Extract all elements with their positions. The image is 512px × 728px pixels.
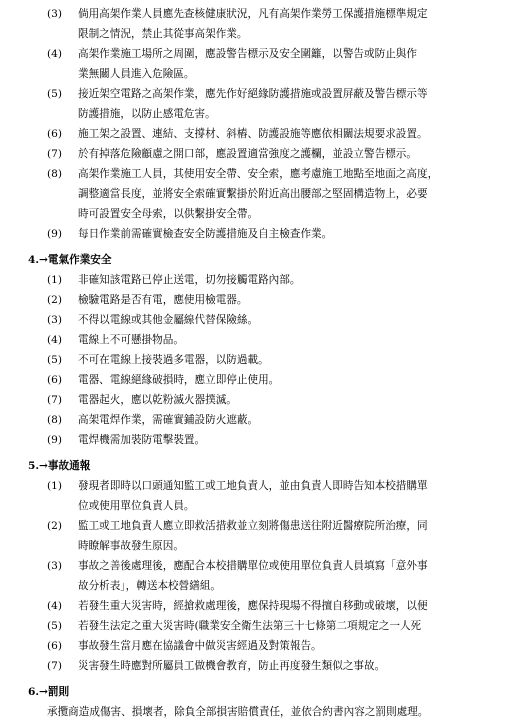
list-item — [47, 44, 477, 84]
list-item — [47, 330, 477, 350]
list-item — [47, 370, 477, 390]
item-text: 故分析表」，轉送本校營繕組。 — [78, 580, 222, 592]
item-text: 不可在電線上接裝過多電器，以防過載。 — [78, 354, 269, 366]
item-text: 若發生重大災害時，經搶救處理後，應保持現場不得擅自移動或破壞，以便 — [78, 600, 428, 612]
item-number: (5) — [47, 620, 63, 632]
item-number: (1) — [47, 480, 63, 492]
item-number: (9) — [47, 228, 63, 240]
item-number: (7) — [47, 394, 63, 406]
item-number: (4) — [47, 48, 63, 60]
item-number: (2) — [47, 520, 63, 532]
list-item — [47, 310, 477, 330]
list-item — [47, 84, 477, 124]
item-text: 檢驗電路是否有電，應使用檢電器。 — [78, 294, 248, 306]
list-item — [47, 410, 477, 430]
item-text: 災害發生時應對所屬員工做機會教育，防止再度發生類似之事故。 — [78, 660, 386, 672]
list-item — [47, 4, 477, 44]
list-item — [47, 144, 477, 164]
item-number: (6) — [47, 640, 63, 652]
item-text: 監工或工地負責人應立即救活措救並立刻將傷患送往附近醫療院所治療，同 — [78, 520, 428, 532]
section-heading: 5.→事故通報 — [28, 460, 91, 472]
item-text: 電器、電線絕緣破損時，應立即停止使用。 — [78, 374, 280, 386]
item-text: 位或使用單位負責人員。 — [78, 500, 195, 512]
list-item — [47, 476, 477, 516]
item-text: 高架電焊作業，需確實鋪設防火遮蔽。 — [78, 414, 259, 426]
section-heading: 6.→罰則 — [28, 686, 70, 698]
item-text: 時瞭解事故發生原因。 — [78, 540, 184, 552]
item-number: (4) — [47, 334, 63, 346]
item-text: 調整適當長度，並將安全索確實繫掛於附近高出腰部之堅固構造物上，必要 — [78, 188, 428, 200]
item-text: 限制之情況，禁止其從事高架作業。 — [78, 28, 248, 40]
list-item — [47, 596, 477, 616]
item-number: (5) — [47, 88, 63, 100]
item-number: (6) — [47, 374, 63, 386]
item-text: 接近架空電路之高架作業，應先作好絕緣防護措施或設置屏蔽及警告標示等 — [78, 88, 428, 100]
item-text: 施工架之設置、連結、支撐材、斜樁、防護設施等應依相關法規要求設置。 — [78, 128, 428, 140]
item-number: (8) — [47, 168, 63, 180]
item-number: (1) — [47, 274, 63, 286]
item-number: (8) — [47, 414, 63, 426]
item-number: (7) — [47, 148, 63, 160]
list-item — [47, 270, 477, 290]
section-text: 承攬商造成傷害、損壞者，除負全部損害賠償責任，並依合約書內容之罰則處理。 — [47, 706, 429, 718]
list-item — [47, 224, 477, 244]
list-item — [47, 556, 477, 596]
item-number: (5) — [47, 354, 63, 366]
item-text: 防護措施，以防止感電危害。 — [78, 108, 216, 120]
item-number: (3) — [47, 314, 63, 326]
list-item — [47, 656, 477, 676]
list-item — [47, 164, 477, 224]
item-text: 電線上不可懸掛物品。 — [78, 334, 184, 346]
item-number: (3) — [47, 8, 63, 20]
list-item — [47, 616, 477, 636]
list-item — [47, 430, 477, 450]
section-heading: 4.→電氣作業安全 — [28, 254, 112, 266]
item-text: 電器起火，應以乾粉滅火器撲滅。 — [78, 394, 237, 406]
list-item — [47, 350, 477, 370]
item-text: 電焊機需加裝防電擊裝置。 — [78, 434, 206, 446]
list-item — [47, 516, 477, 556]
item-text: 高架作業施工場所之周圍，應設警告標示及安全圍籬，以警告或防止與作 — [78, 48, 417, 60]
list-item — [47, 124, 477, 144]
item-number: (9) — [47, 434, 63, 446]
item-text: 非確知該電路已停止送電，切勿接觸電路內部。 — [78, 274, 301, 286]
item-number: (3) — [47, 560, 63, 572]
item-number: (6) — [47, 128, 63, 140]
item-number: (2) — [47, 294, 63, 306]
item-text: 時可設置安全母索，以供繫掛安全帶。 — [78, 208, 259, 220]
item-text: 於有掉落危險顧慮之開口部，應設置適當強度之護欄，並設立警告標示。 — [78, 148, 417, 160]
list-item — [47, 390, 477, 410]
item-text: 每日作業前需確實檢查安全防護措施及自主檢查作業。 — [78, 228, 333, 240]
item-number: (7) — [47, 660, 63, 672]
item-text: 倘用高架作業人員應先查核健康狀況，凡有高架作業勞工保護措施標準規定 — [78, 8, 428, 20]
item-number: (4) — [47, 600, 63, 612]
item-text: 高架作業施工人員，其使用安全帶、安全索，應考慮施工地點至地面之高度， — [78, 168, 439, 180]
item-text: 發現者即時以口頭通知監工或工地負責人，並由負責人即時告知本校措購單 — [78, 480, 428, 492]
list-item — [47, 636, 477, 656]
item-text: 業無關人員進入危險區。 — [78, 68, 195, 80]
item-text: 事故發生當月應在協議會中做災害經過及對策報告。 — [78, 640, 322, 652]
item-text: 事故之善後處理後，應配合本校措購單位或使用單位負責人員填寫「意外事 — [78, 560, 428, 572]
item-text: 若發生法定之重大災害時(職業安全衛生法第三十七條第二項規定之一人死 — [78, 620, 422, 632]
list-item — [47, 290, 477, 310]
item-text: 不得以電線或其他金屬線代替保險絲。 — [78, 314, 259, 326]
